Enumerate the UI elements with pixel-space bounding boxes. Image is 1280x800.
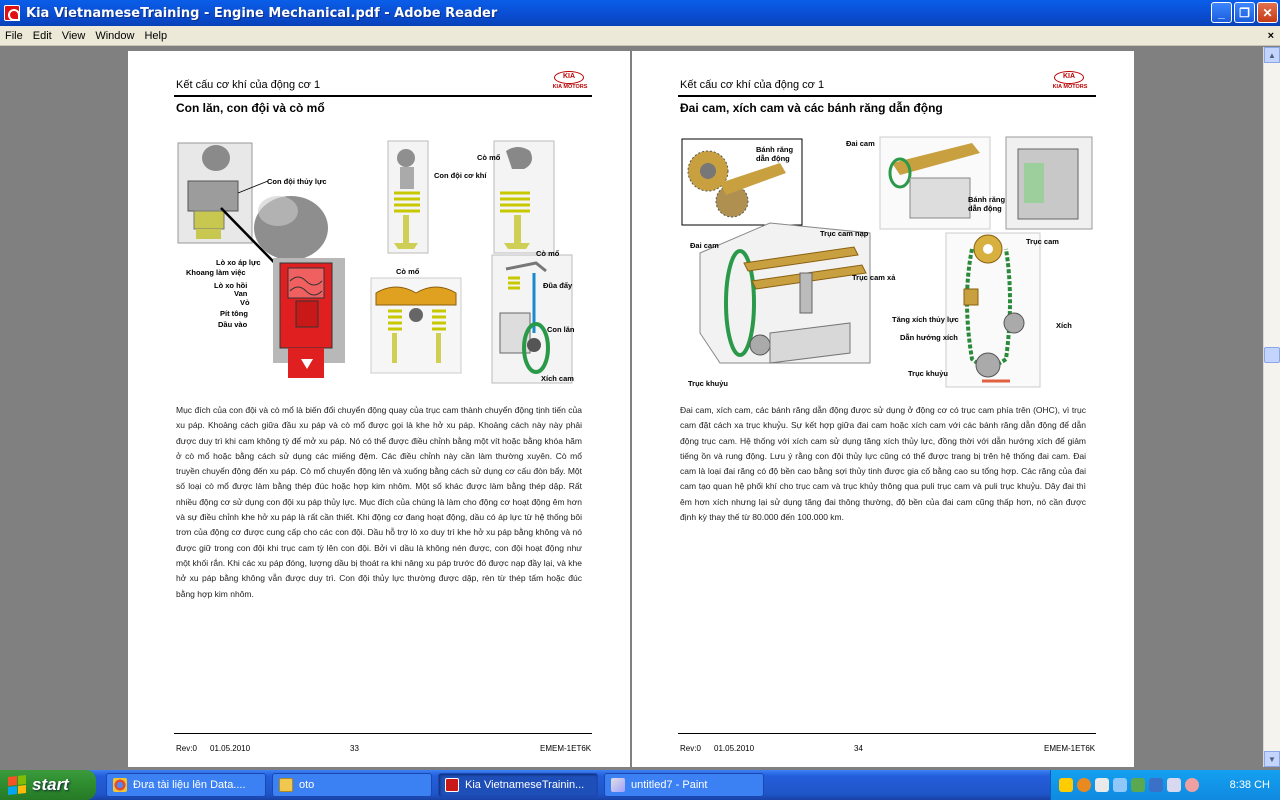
label-valve: Van (234, 289, 248, 298)
footer-doc-code: EMEM-1ET6K (540, 744, 592, 753)
pdf-page-33 (128, 51, 630, 767)
label-pushrod: Đũa đẩy (543, 281, 573, 290)
label-drive-gear-right: Bánh răng dẫn động (968, 195, 1006, 213)
page-header-title: Kết cấu cơ khí của động cơ 1 (176, 79, 321, 91)
document-viewport[interactable] (0, 47, 1263, 767)
pdf-page-34 (632, 51, 1134, 767)
network-icon[interactable] (1095, 778, 1109, 792)
window-title: Kia VietnameseTraining - Engine Mechanical.pdf - Adobe Reader (26, 5, 498, 21)
menu-help[interactable]: Help (144, 29, 168, 42)
label-shell: Vỏ (240, 298, 250, 307)
windows-flag-icon (8, 775, 26, 795)
label-chain-guide: Dẫn hướng xích (900, 333, 958, 342)
taskbar-item-folder[interactable]: oto (272, 773, 432, 797)
label-chain: Xích (1056, 321, 1072, 330)
menu-window[interactable]: Window (95, 29, 135, 42)
label-crankshaft-left: Trục khuỷu (688, 379, 729, 388)
language-icon[interactable] (1185, 778, 1199, 792)
taskbar-item-paint[interactable]: untitled7 - Paint (604, 773, 764, 797)
minimize-button[interactable]: _ (1211, 2, 1232, 23)
volume-icon[interactable] (1113, 778, 1127, 792)
paint-icon (611, 778, 625, 792)
clock: 8:38 CH (1229, 779, 1270, 791)
footer-date: 01.05.2010 (714, 744, 755, 753)
kia-logo: KIA KIA MOTORS (1052, 73, 1088, 90)
footer-rev: Rev:0 (680, 744, 701, 753)
label-timing-belt-left: Đai cam (690, 241, 719, 250)
scroll-down-arrow-icon[interactable]: ▼ (1264, 751, 1280, 767)
footer-doc-code: EMEM-1ET6K (1044, 744, 1096, 753)
footer-page-number: 33 (350, 744, 359, 753)
display-icon[interactable] (1167, 778, 1181, 792)
taskbar-item-browser[interactable]: Đưa tài liệu lên Data.... (106, 773, 266, 797)
body-paragraph: Mục đích của con đội và cò mổ là biến đổi chuyển động quay của trục cam thành chuyển động tịnh tiến của xu páp. Khoảng cách giữa đầu xu páp và cò mổ được gọi là khe hở xu páp. Khoảng cách này này phải được duy trì khi cam không tỳ để mở xu páp. Nó có thể được điều chỉnh bằng một vít hoặc bằng khóa hãm ở cò mổ hoặc bằng cách sử dụng các miếng đệm. Các điều chỉnh này cần làm thường xuyên. Cò mổ truyền chuyển động đến xu páp. Cò mổ chuyển động lên và xuống bằng cách sử dụng cơ cấu đòn bẩy. Một số loại cò mổ được làm bằng thép đúc hoặc hợp kim nhôm. Một số khác được làm bằng thép dập. Rất nhiều động cơ sử dụng con đội xu páp thủy lực. Mục đích của chúng là làm cho động cơ hoạt động êm hơn và sự điều chỉnh khe hở xu páp là rất cần thiết. Khi động cơ đang hoạt động, dầu có áp lực từ hệ thống bôi trơn của động cơ được cung cấp cho các con đội. Dầu hỗ trợ lò xo duy trì khe hở xu páp bằng không và nó được giữ trong con đội khi trục cam tỳ lên con đội. Bởi vì dầu là không nén được, con đội hoạt động như một khối rắn. Khi các xu páp đóng, lượng dầu bị thoát ra khi nâng xu páp trước đó được nạp đầy lại, và khe hở xu páp bằng không vẫn được duy trì. Con đội thủy lực thường được dập, rèn từ thép tấm hoặc đúc bằng hợp kim nhôm. (176, 405, 582, 599)
label-return-spring: Lò xo hồi (214, 281, 248, 290)
kia-logo: KIA KIA MOTORS (552, 73, 588, 90)
timing-drive-figure (680, 133, 1098, 388)
label-pressure-spring: Lò xo áp lực (216, 258, 261, 267)
label-drive-gear: Bánh răng dẫn động (756, 145, 794, 163)
menu-edit[interactable]: Edit (32, 29, 52, 42)
system-tray (1050, 770, 1280, 800)
footer-page-number: 34 (854, 744, 863, 753)
label-timing-belt-top: Đai cam (846, 139, 875, 148)
label-roller: Con lăn (547, 325, 575, 334)
menu-view[interactable]: View (61, 29, 86, 42)
adobe-reader-icon (445, 778, 459, 792)
label-rocker-right: Cò mổ (536, 249, 560, 258)
footer-rule (174, 733, 592, 734)
security-shield-icon[interactable] (1059, 778, 1073, 792)
footer-rev: Rev:0 (176, 744, 197, 753)
taskbar-item-adobe-reader[interactable]: Kia VietnameseTrainin... (438, 773, 598, 797)
label-exhaust-camshaft: Trục cam xả (852, 273, 896, 282)
vertical-scrollbar[interactable] (1263, 47, 1280, 767)
header-rule (678, 95, 1096, 97)
label-piston: Pít tông (220, 309, 248, 318)
title-bar[interactable] (0, 0, 1280, 26)
label-camshaft: Trục cam (1026, 237, 1059, 246)
label-crankshaft-right: Trục khuỷu (908, 369, 949, 378)
body-paragraph: Đai cam, xích cam, các bánh răng dẫn động được sử dụng ở động cơ có trục cam phía trên (OHC), vì trục cam đặt cách xa trục khuỷu. Sự kết hợp giữa đai cam hoặc xích cam với các bánh răng dẫn động để dẫn động trục cam. Hệ thống với xích cam sử dụng tăng xích thủy lực, đồng thời với dẫn hướng xích để giảm tiếng ồn và rung động. Lưu ý rằng con đội thủy lực cũng có thể được trang bị trên hệ thống đai cam. Đai cam là loại đai răng có độ bền cao bằng sợi thủy tinh được gia cố bằng cao su tổng hợp. Các răng của đai cam tạo quan hệ phối khí cho trục cam và trục khủy thông qua puli trục cam và puli trục khuỷu. Dây đai thì êm hơn xích nhưng lại sử dụng tăng đai thông thường, độ bền của đai cam cũng thấp hơn, nó cần được định kỳ thay thế từ 80.000 đến 100.000 km. (680, 405, 1086, 523)
label-cam-chain: Xích cam (541, 374, 574, 383)
close-button[interactable]: ✕ (1257, 2, 1278, 23)
folder-icon (279, 778, 293, 792)
footer-date: 01.05.2010 (210, 744, 251, 753)
label-hydraulic-tensioner: Tăng xích thủy lực (892, 315, 959, 324)
app-tray-icon[interactable] (1077, 778, 1091, 792)
timing-illustration (680, 133, 1098, 388)
menu-file[interactable]: File (5, 29, 23, 42)
restore-button[interactable]: ❐ (1234, 2, 1255, 23)
scroll-up-arrow-icon[interactable]: ▲ (1264, 47, 1280, 63)
label-mechanical-lifter: Con đội cơ khí (434, 171, 487, 180)
menu-bar (0, 26, 1280, 46)
label-work-chamber: Khoang làm việc (186, 268, 246, 277)
label-intake-camshaft: Trục cam nạp (820, 229, 869, 238)
label-hydraulic-lifter: Con đội thủy lực (267, 177, 327, 186)
chrome-icon (113, 778, 127, 792)
start-button[interactable]: start (0, 770, 96, 800)
label-rocker-mid: Cò mổ (396, 267, 420, 276)
bluetooth-icon[interactable] (1149, 778, 1163, 792)
label-rocker-top: Cò mổ (477, 153, 501, 162)
taskbar (0, 770, 1280, 800)
lifter-rocker-figure (176, 133, 594, 388)
scroll-thumb[interactable] (1264, 347, 1280, 363)
adobe-reader-icon (4, 5, 20, 21)
footer-rule (678, 733, 1096, 734)
section-title: Đai cam, xích cam và các bánh răng dẫn động (680, 101, 943, 115)
header-rule (174, 95, 592, 97)
label-oil-in: Dầu vào (218, 320, 248, 329)
close-document-button[interactable]: × (1267, 29, 1274, 42)
section-title: Con lăn, con đội và cò mổ (176, 101, 325, 115)
network-connection-icon[interactable] (1131, 778, 1145, 792)
page-header-title: Kết cấu cơ khí của động cơ 1 (680, 79, 825, 91)
